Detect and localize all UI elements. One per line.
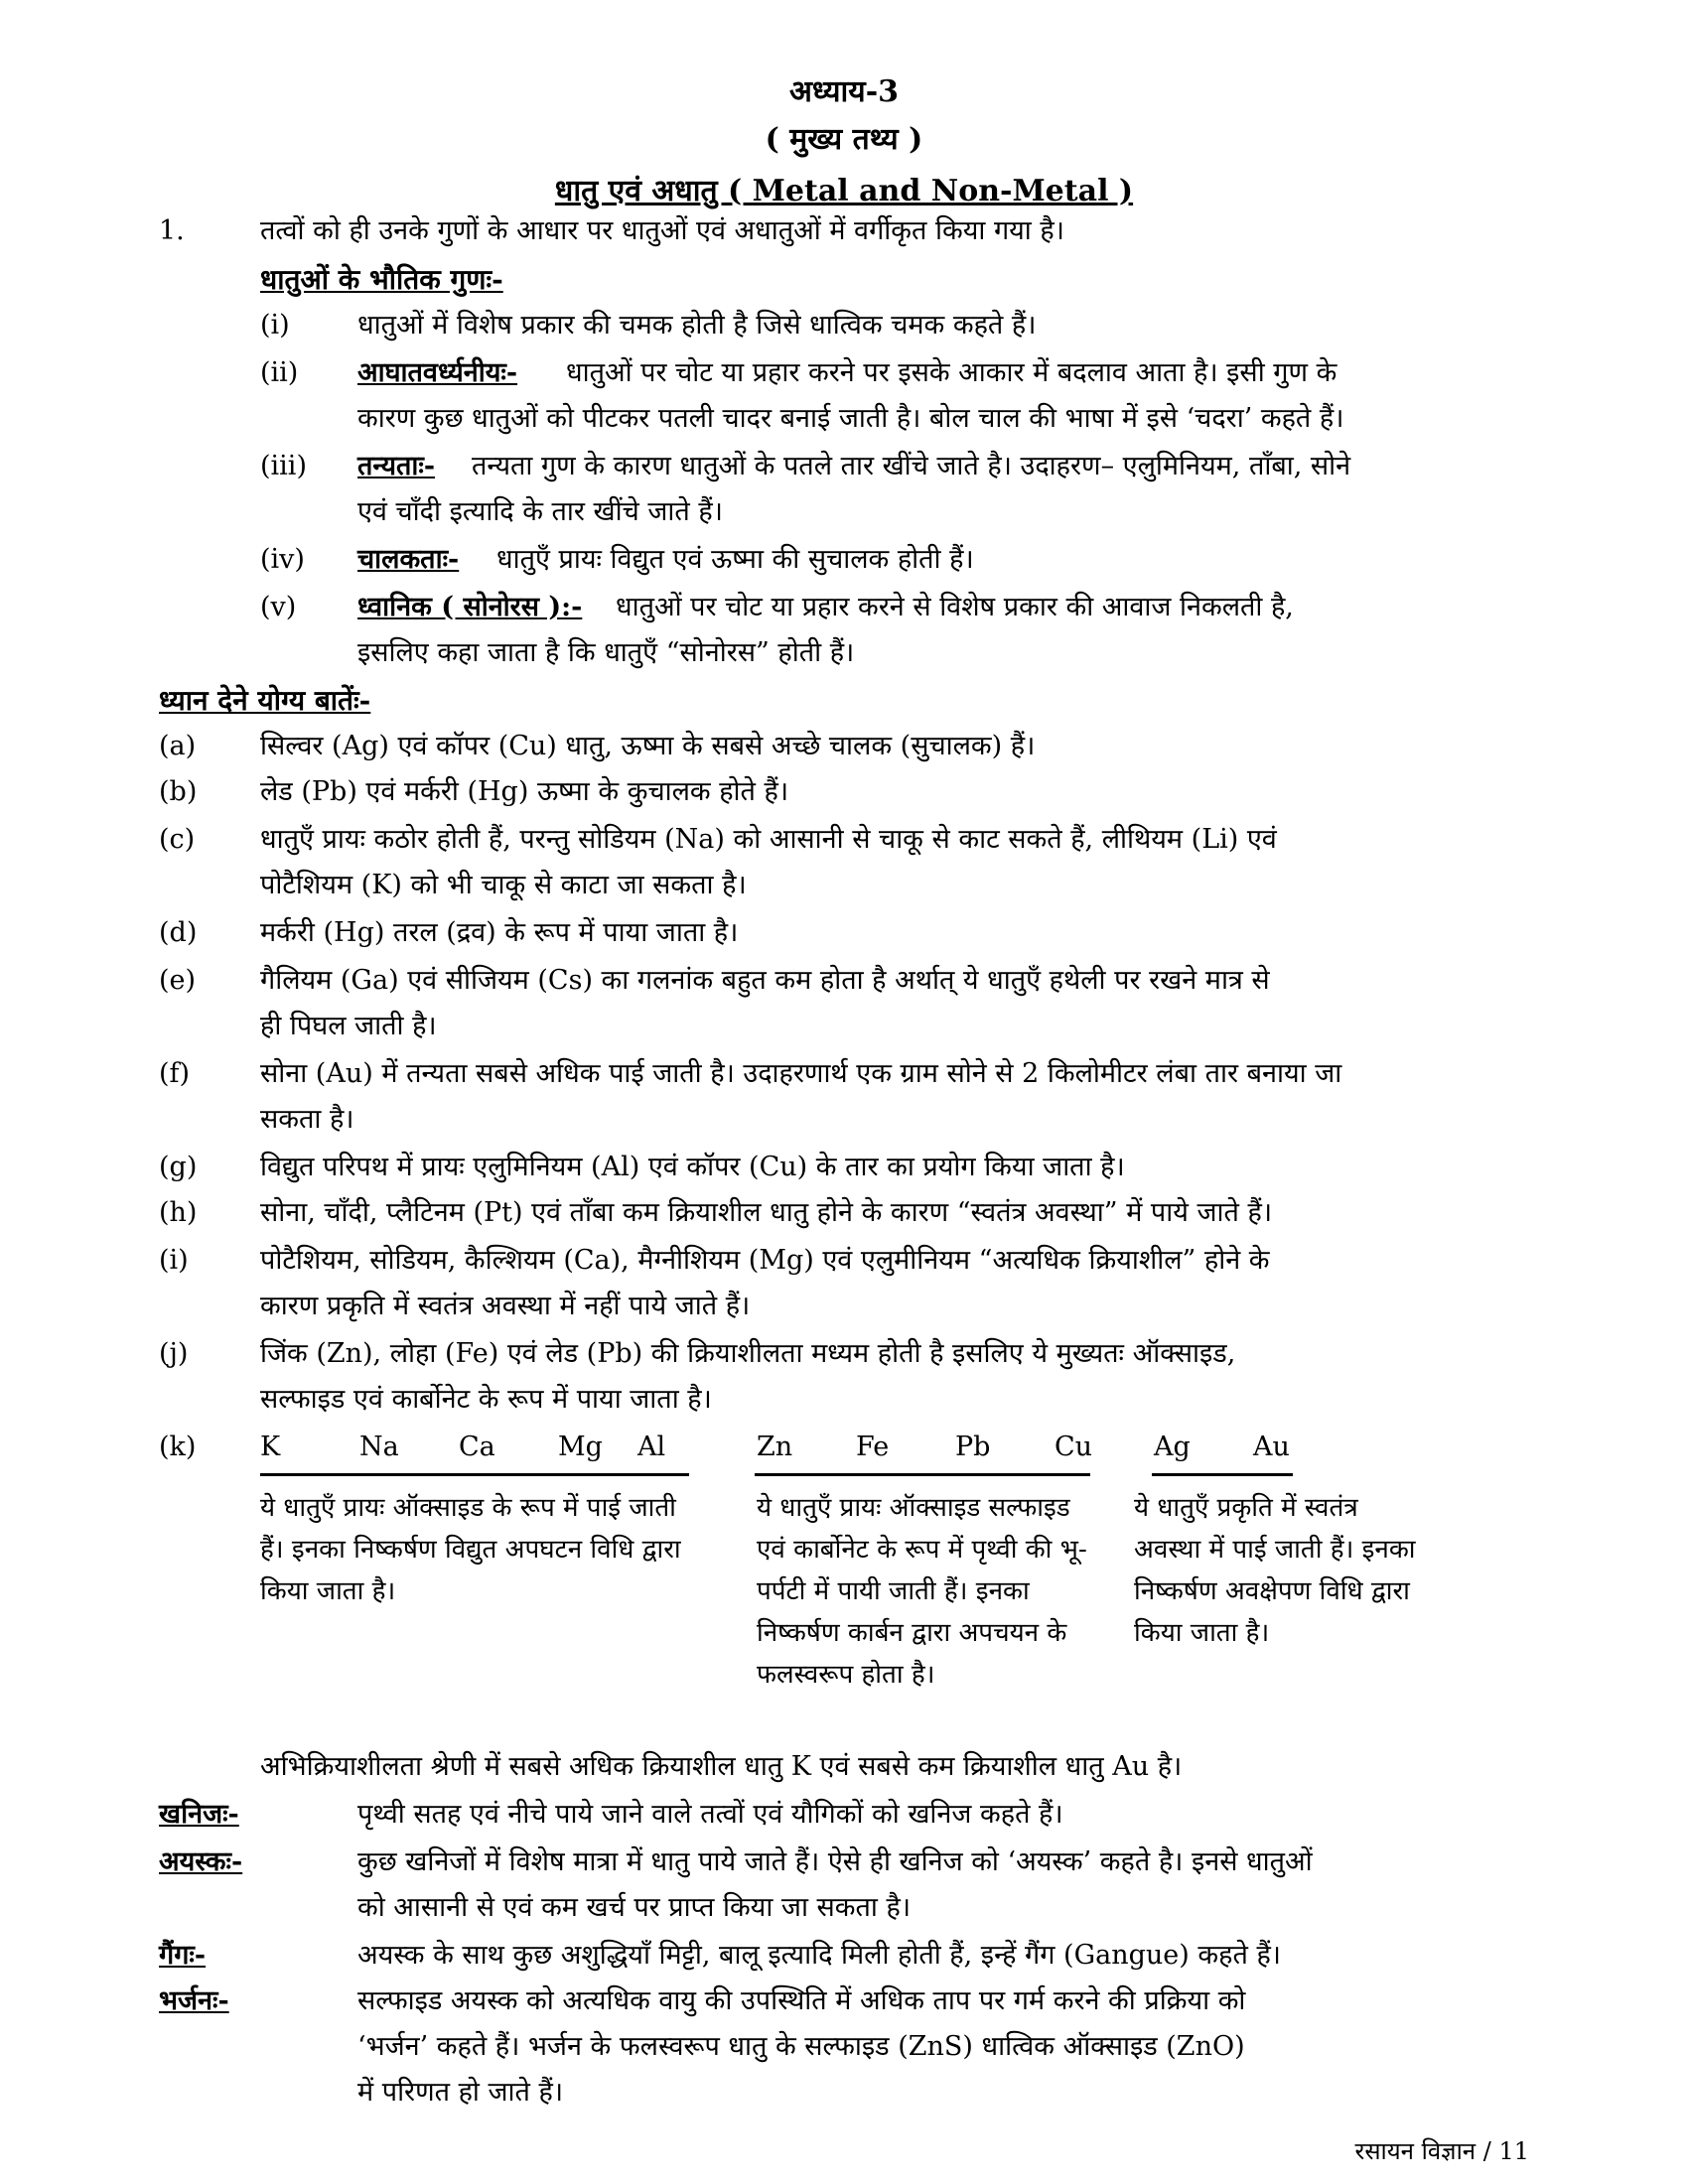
group-description: ये धातुएँ प्रकृति में स्वतंत्र अवस्था में पाई जाती हैं। इनका निष्कर्षण अवक्षेपण विधि द्वारा किया जाता है। [1134,1493,1416,1648]
element-symbol: Pb [955,1432,991,1462]
list-item-text: सल्फाइड एवं कार्बोनेट के रूप में पाया जाता है। [260,1384,712,1415]
group-underline [1152,1473,1293,1476]
term-conductivity: चालकताः- [357,544,460,575]
term-gangue: गैंगः- [159,1940,207,1971]
definition-text: में परिणत हो जाते हैं। [357,2077,564,2108]
page-footer: रसायन विज्ञान / 11 [1354,2137,1529,2165]
list-item-text: धातुएँ प्रायः विद्युत एवं ऊष्मा की सुचालक होती हैं। [496,544,974,575]
intro-number: 1. [159,215,185,246]
list-item-text: सकता है। [260,1104,354,1135]
element-symbol: Na [359,1432,399,1462]
chapter-heading: अध्याय-3 [788,74,900,109]
element-symbol: Fe [856,1432,890,1462]
definition-text: सल्फाइड अयस्क को अत्यधिक वायु की उपस्थिति में अधिक ताप पर गर्म करने की प्रक्रिया को [357,1985,1246,2016]
list-item-number: (k) [159,1432,197,1462]
element-symbol: Cu [1055,1432,1093,1462]
group-description: ये धातुएँ प्रायः ऑक्साइड के रूप में पाई जाती हैं। इनका निष्कर्षण विद्युत अपघटन विधि द्वारा किया जाता है। [260,1493,681,1606]
reactivity-summary: अभिक्रियाशीलता श्रेणी में सबसे अधिक क्रियाशील धातु K एवं सबसे कम क्रियाशील धातु Au है। [260,1751,1183,1782]
list-item-text: पोटैशियम (K) को भी चाकू से काटा जा सकता है। [260,870,747,900]
element-symbol: Ag [1154,1432,1191,1462]
list-item-text: पोटैशियम, सोडियम, कैल्शियम (Ca), मैग्नीशियम (Mg) एवं एलुमीनियम “अत्यधिक क्रियाशील” होने के [260,1245,1270,1276]
list-item-number: (g) [159,1152,198,1182]
list-item-number: (b) [159,776,198,807]
list-item-number: (c) [159,824,196,855]
list-item-number: (v) [260,592,297,622]
list-item-text: विद्युत परिपथ में प्रायः एलुमिनियम (Al) एवं कॉपर (Cu) के तार का प्रयोग किया जाता है। [260,1152,1125,1182]
term-roasting: भर्जनः- [159,1985,229,2016]
list-item-number: (d) [159,917,198,948]
list-item-number: (ii) [260,357,299,388]
definition-text: पृथ्वी सतह एवं नीचे पाये जाने वाले तत्वों एवं यौगिकों को खनिज कहते हैं। [357,1799,1063,1830]
list-item-number: (e) [159,965,197,996]
intro-text: तत्वों को ही उनके गुणों के आधार पर धातुओं एवं अधातुओं में वर्गीकृत किया गया है। [260,215,1064,246]
list-item-text: सिल्वर (Ag) एवं कॉपर (Cu) धातु, ऊष्मा के सबसे अच्छे चालक (सुचालक) हैं। [260,731,1036,761]
list-item-text: धातुओं में विशेष प्रकार की चमक होती है जिसे धात्विक चमक कहते हैं। [357,310,1037,341]
list-item-number: (i) [260,310,290,341]
list-item-text: धातुओं पर चोट या प्रहार करने से विशेष प्रकार की आवाज निकलती है, [616,592,1294,622]
page-title: धातु एवं अधातु ( Metal and Non-Metal ) [554,174,1134,208]
group-description: ये धातुएँ प्रायः ऑक्साइड सल्फाइड एवं कार्बोनेट के रूप में पृथ्वी की भू-पर्पटी में पायी जाती हैं। इनका निष्कर्षण कार्बन द्वारा अपचयन के फलस्वरूप होता है। [757,1493,1087,1690]
list-item-text: ही पिघल जाती है। [260,1011,437,1041]
list-item-text: धातुएँ प्रायः कठोर होती हैं, परन्तु सोडियम (Na) को आसानी से चाकू से काट सकते हैं, लीथियम (Li) एवं [260,824,1277,855]
list-item-number: (f) [159,1058,191,1089]
term-malleability: आघातवर्ध्यनीयः- [357,357,518,388]
definition-text: अयस्क के साथ कुछ अशुद्धियाँ मिट्टी, बालू इत्यादि मिली होती हैं, इन्हें गैंग (Gangue) कहते हैं। [357,1940,1282,1971]
group-underline [755,1473,1090,1476]
list-item-number: (i) [159,1245,189,1276]
list-item-text: लेड (Pb) एवं मर्करी (Hg) ऊष्मा के कुचालक होते हैं। [260,776,789,807]
definition-text: को आसानी से एवं कम खर्च पर प्राप्त किया जा सकता है। [357,1892,912,1923]
term-mineral: खनिजः- [159,1799,239,1830]
list-item-number: (h) [159,1197,198,1228]
list-item-text: इसलिए कहा जाता है कि धातुएँ “सोनोरस” होती हैं। [357,637,855,668]
list-item-text: कारण कुछ धातुओं को पीटकर पतली चादर बनाई जाती है। बोल चाल की भाषा में इसे ‘चदरा’ कहते हैं। [357,403,1344,434]
list-item-text: तन्यता गुण के कारण धातुओं के पतले तार खींचे जाते है। उदाहरण– एलुमिनियम, ताँबा, सोने [472,451,1351,481]
element-symbol: Al [637,1432,666,1462]
term-sonorous: ध्वानिक ( सोनोरस ):- [357,592,583,622]
list-item-number: (j) [159,1338,189,1369]
term-ductility: तन्यताः- [357,451,436,481]
element-symbol: Ca [459,1432,495,1462]
definition-text: ‘भर्जन’ कहते हैं। भर्जन के फलस्वरूप धातु के सल्फाइड (ZnS) धात्विक ऑक्साइड (ZnO) [357,2031,1245,2062]
list-item-text: मर्करी (Hg) तरल (द्रव) के रूप में पाया जाता है। [260,917,739,948]
physical-properties-heading: धातुओं के भौतिक गुणः- [260,263,503,296]
list-item-text: सोना (Au) में तन्यता सबसे अधिक पाई जाती है। उदाहरणार्थ एक ग्राम सोने से 2 किलोमीटर लंबा तार बनाया जा [260,1058,1342,1089]
definition-text: कुछ खनिजों में विशेष मात्रा में धातु पाये जाते हैं। ऐसे ही खनिज को ‘अयस्क’ कहते है। इनसे धातुओं [357,1846,1313,1877]
list-item-text: गैलियम (Ga) एवं सीजियम (Cs) का गलनांक बहुत कम होता है अर्थात् ये धातुएँ हथेली पर रखने मात्र से [260,965,1270,996]
list-item-text: जिंक (Zn), लोहा (Fe) एवं लेड (Pb) की क्रियाशीलता मध्यम होती है इसलिए ये मुख्यतः ऑक्साइड, [260,1338,1236,1369]
list-item-number: (a) [159,731,197,761]
notes-heading: ध्यान देने योग्य बातेंः- [159,684,371,717]
list-item-text: कारण प्रकृति में स्वतंत्र अवस्था में नहीं पाये जाते हैं। [260,1291,751,1321]
group-underline [260,1473,689,1476]
element-symbol: K [260,1432,281,1462]
list-item-number: (iv) [260,544,305,575]
list-item-text: एवं चाँदी इत्यादि के तार खींचे जाते हैं। [357,496,723,527]
list-item-number: (iii) [260,451,307,481]
element-symbol: Zn [757,1432,793,1462]
term-ore: अयस्कः- [159,1846,243,1877]
element-symbol: Mg [558,1432,603,1462]
list-item-text: सोना, चाँदी, प्लैटिनम (Pt) एवं ताँबा कम क्रियाशील धातु होने के कारण “स्वतंत्र अवस्था” में पाये जाते हैं। [260,1197,1273,1228]
element-symbol: Au [1253,1432,1290,1462]
chapter-subtitle: ( मुख्य तथ्य ) [765,122,923,157]
list-item-text: धातुओं पर चोट या प्रहार करने पर इसके आकार में बदलाव आता है। इसी गुण के [566,357,1337,388]
